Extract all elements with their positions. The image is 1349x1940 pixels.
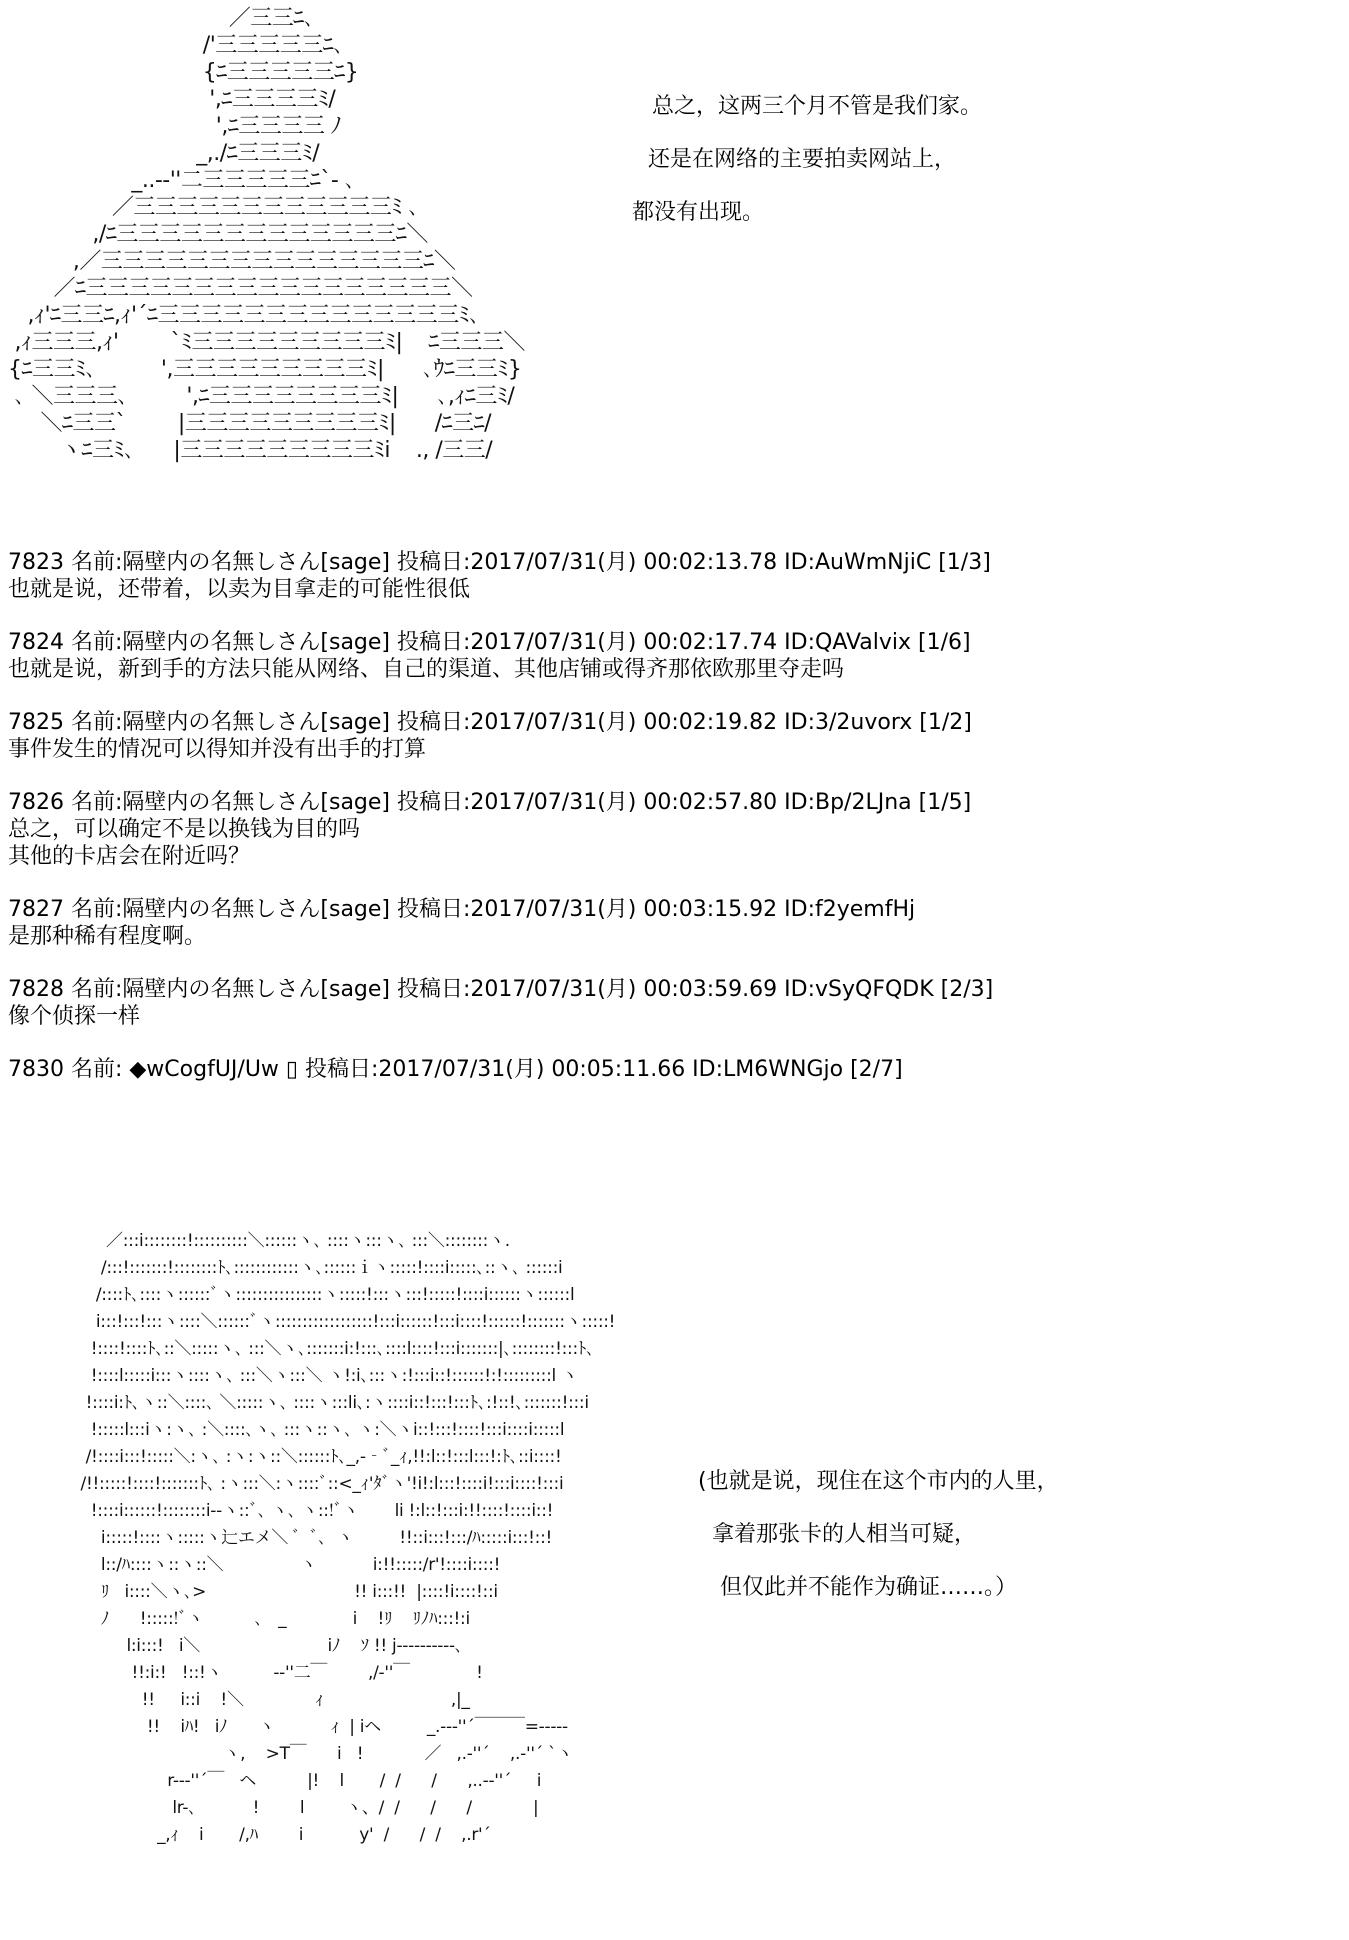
speech-line: 还是在网络的主要拍卖网站上， [648, 147, 957, 172]
post [8, 789, 1338, 870]
post [8, 549, 1338, 603]
post-header: 7823 名前:隔壁内の名無しさん[sage] 投稿日:2017/07/31(月) 00:02:13.78 ID:AuWmNjiC [1/3] [8, 550, 991, 575]
post [8, 709, 1338, 763]
post [8, 976, 1338, 1030]
post-body-line: 事件发生的情况可以得知并没有出手的打算 [8, 737, 427, 762]
post-body-line: 总之，可以确定不是以换钱为目的吗 [8, 817, 361, 842]
post-header: 7828 名前:隔壁内の名無しさん[sage] 投稿日:2017/07/31(月) 00:03:59.69 ID:vSyQFQDK [2/3] [8, 977, 994, 1002]
post-body-line: 也就是说，新到手的方法只能从网络、自己的渠道、其他店铺或得齐那依欧那里夺走吗 [8, 657, 845, 682]
post-header: 7824 名前:隔壁内の名無しさん[sage] 投稿日:2017/07/31(月) 00:02:17.74 ID:QAValvix [1/6] [8, 630, 971, 655]
post-header: 7826 名前:隔壁内の名無しさん[sage] 投稿日:2017/07/31(月) 00:02:57.80 ID:Bp/2LJna [1/5] [8, 790, 972, 815]
post [8, 629, 1338, 683]
speech-line: 但仅此并不能作为确证……。） [720, 1575, 1018, 1600]
post-body-line: 其他的卡店会在附近吗？ [8, 844, 251, 869]
speech-line: 都没有出现。 [632, 200, 765, 225]
post-header: 7827 名前:隔壁内の名無しさん[sage] 投稿日:2017/07/31(月) 00:03:15.92 ID:f2yemfHj [8, 897, 916, 922]
post-body-line: 也就是说，还带着，以卖为目拿走的可能性很低 [8, 577, 471, 602]
post-body-line: 是那种稀有程度啊。 [8, 924, 207, 949]
speech-line: 拿着那张卡的人相当可疑， [712, 1522, 977, 1547]
post-body-line: 像个侦探一样 [8, 1004, 141, 1029]
post-header: 7825 名前:隔壁内の名無しさん[sage] 投稿日:2017/07/31(月) 00:02:19.82 ID:3/2uvorx [1/2] [8, 710, 972, 735]
post-header: 7830 名前: ◆wCogfUJ/Uw ▯ 投稿日:2017/07/31(月) 00:05:11.66 ID:LM6WNGjo [2/7] [8, 1057, 903, 1082]
speech-block-bottom [698, 1455, 1059, 1614]
ascii-art-figure-bottom: ／:::i::::::::!::::::::::＼::::::ヽ､ ::::ヽ:::ヽ､ :::＼::::::::ヽ. /:::!:::::::!::::::::ﾄ､::::::::::::ヽ､::::::ｉヽ:::::!::::i:::::､::ヽ､ ::::::i /::::ﾄ､::::ヽ::::::ﾞヽ::::::::::::::::ヽ:::::!:::ヽ:::!:::::!::::i::::::ヽ::::::l i:::!:::!:::ヽ::::＼::::::ﾞヽ::::::::::::::::::!:::i::::::!:::i::::!::::::!:::::::ヽ:::::! !::::!::::ﾄ､::＼:::::ヽ､ :::＼ヽ､:::::::i:!:::､::::l::::!:::i:::::::|､::::::::!:::ﾄ､ !::::l:::::i:::ヽ::::ヽ､ :::＼ヽ:::＼ ヽ!:i､:::ヽ:!:::i::!::::::!:!:::::::::l ヽ !::::i:ﾄ､ヽ::＼::::､ ＼:::::ヽ､ ::::ヽ:::li､:ヽ::::i::!:::!:::ﾄ､:!::!､:::::::!:::i !:::::l:::iヽ:ヽ､ :＼::::､ヽ､ :::ヽ::ヽ､ ヽ:＼ヽi::!:::!::::!:::i::::i:::::l /!::::i:::!:::::＼:ヽ､ :ヽ:ヽ::＼::::::ﾄ､_,-‐ﾞ_ｨ,!!:l::!:::l:::!:ﾄ､::i::::! /!!:::::!::::!:::::::ﾄ､ :ヽ:::＼:ヽ::::ﾞ::<_ｨ'ﾀﾞヽ'!i!:l:::!::::i!:::i::::!:::i !::::i::::::!::::::::i-‐ヽ::ﾞ､ ヽ､ ヽ::!ﾞヽ li !:l::!:::i:!!::::!::::i::! i:::::!::::ヽ:::::ヽ辷エメ＼ ﾞ ﾞ､ ヽ !!::i:::!:::/ﾊ:::::i:::!::! l::/ﾊ::::ヽ::ヽ::＼ ヽ i:!!:::::/r'!::::i::::! ﾘ i::::＼ヽ､> !! i:::!! |::::!i::::!::i ﾉ !:::::!ﾞヽ ､ _ i !ﾘ ﾘﾉﾊ:::!:i l:i:::! i＼ iﾉ ｿ !! j--‐‐------､ !!:i:! !::!ヽ ‐-''二￣ ,/‐''￣ ! !! i::i !＼ ｨ ,|_ !! iﾊ! iﾉ ヽ ｨ | iヘ _.--‐''´￣￣￣=----- ヽ, >T￣ i ! ／ ,.-''´ ,.-''´ `ヽ r---''´￣ ヘ |! l / / / ,..-‐''´ i lr-､ ! l ヽ、/ / / / | _,ｨ i /,ﾊ i y' / / / ,.r'´ [80, 1231, 616, 1845]
speech-block-top [632, 80, 982, 239]
post [8, 896, 1338, 950]
ascii-art-figure-top: ／三三ﾆ､ /'三三三三三ﾆ､ {ﾆ三三三三三ﾆ} ',ﾆ三三三三ﾐ/ ',ﾆ三三三三 ﾉ _,./ﾆ三三三ﾐ/ _..-‐''二三三三三三ﾆ`‐ ､ ／三三三三三三三三三三三三ﾐ ､ ,/ﾆ三三三三三三三三三三三三三ﾆ＼ ,／三三三三三三三三三三三三三三三ﾆ＼ ／ﾆ三三三三三三三三三三三三三三三三三＼ ,ｨ'ﾆ三三ﾆ,ｨ'´ﾆ三三三三三三三三三三三三三三ﾐ､ ,ｨ三三三,ｨ' `ﾐ三三三三三三三三三ﾐ| ﾆ三三三＼ {ﾆ三三ﾐ､ ',三三三三三三三三三ﾐ| ､ｳﾆ三三ﾐ} ､ ＼三三三､ ',ﾆ三三三三三三三三ﾐ| ､,ｨﾆ三ﾐ/ ＼ﾆ三三` |三三三三三三三三三ﾐ| /ﾆ三ﾆ/ ヽﾆ三ﾐ､ |三三三三三三三三三ﾐi ., /三三/ [8, 6, 525, 463]
post-list [8, 549, 1338, 1109]
speech-line: 总之，这两三个月不管是我们家。 [652, 94, 983, 119]
post [8, 1056, 1338, 1083]
speech-line: (也就是说，现住在这个市内的人里， [698, 1469, 1059, 1494]
